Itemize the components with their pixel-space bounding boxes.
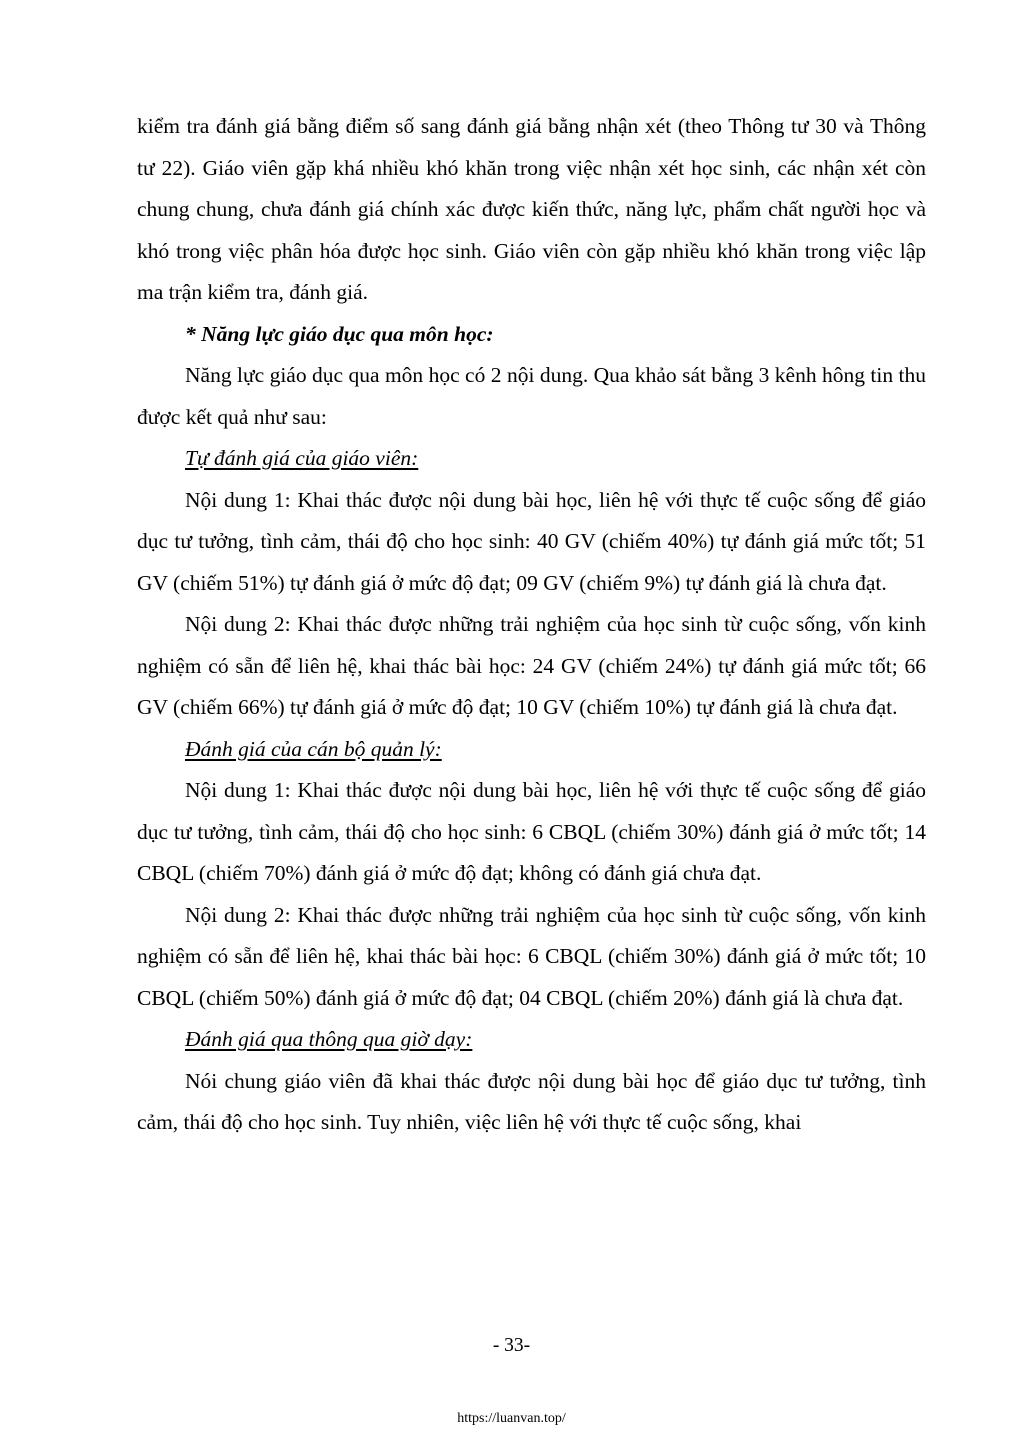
subheading-manager-assessment-text: Đánh giá của cán bộ quản lý: (185, 736, 442, 761)
page-number: - 33- (492, 1335, 531, 1356)
paragraph-manager-content-2: Nội dung 2: Khai thác được những trải nghiệm của học sinh từ cuộc sống, vốn kinh nghiệm có sẵn để liên hệ, khai thác bài học: 6 CBQL (chiếm 30%) đánh giá ở mức tốt; 10 CBQL (chiếm 50%) đánh giá ở mức độ đạt; 04 CBQL (chiếm 20%) đánh giá là chưa đạt. (137, 902, 926, 1010)
paragraph-teacher-content-1: Nội dung 1: Khai thác được nội dung bài học, liên hệ với thực tế cuộc sống để giáo dục tư tưởng, tình cảm, thái độ cho học sinh: 40 GV (chiếm 40%) tự đánh giá mức tốt; 51 GV (chiếm 51%) tự đánh giá ở mức độ đạt; 09 GV (chiếm 9%) tự đánh giá là chưa đạt. (137, 487, 926, 595)
document-body (137, 106, 926, 1144)
paragraph-lesson-observation: Nói chung giáo viên đã khai thác được nội dung bài học để giáo dục tư tưởng, tình cảm, thái độ cho học sinh. Tuy nhiên, việc liên hệ với thực tế cuộc sống, khai (137, 1068, 926, 1134)
paragraph-survey-intro: Năng lực giáo dục qua môn học có 2 nội dung. Qua khảo sát bằng 3 kênh hông tin thu được kết quả như sau: (137, 363, 926, 429)
subheading-lesson-observation (137, 1019, 926, 1061)
paragraph-teacher-content-2: Nội dung 2: Khai thác được những trải nghiệm của học sinh từ cuộc sống, vốn kinh nghiệm có sẵn để liên hệ, khai thác bài học: 24 GV (chiếm 24%) tự đánh giá mức tốt; 66 GV (chiếm 66%) tự đánh giá ở mức độ đạt; 10 GV (chiếm 10%) tự đánh giá là chưa đạt. (137, 612, 926, 719)
paragraph-assessment-intro: kiểm tra đánh giá bằng điểm số sang đánh giá bằng nhận xét (theo Thông tư 30 và Thông tư 22). Giáo viên gặp khá nhiều khó khăn trong việc nhận xét học sinh, các nhận xét còn chung chung, chưa đánh giá chính xác được kiến thức, năng lực, phẩm chất người học và khó trong việc phân hóa được học sinh. Giáo viên còn gặp nhiều khó khăn trong việc lập ma trận kiểm tra, đánh giá. (137, 114, 926, 304)
subheading-teacher-self-assessment (137, 438, 926, 480)
section-heading-educational-competence: * Năng lực giáo dục qua môn học: (185, 321, 494, 346)
subheading-manager-assessment (137, 729, 926, 771)
subheading-lesson-observation-text: Đánh giá qua thông qua giờ dạy: (185, 1027, 473, 1051)
subheading-teacher-self-assessment-text: Tự đánh giá của giáo viên: (185, 446, 419, 470)
paragraph-manager-content-1: Nội dung 1: Khai thác được nội dung bài học, liên hệ với thực tế cuộc sống để giáo dục tư tưởng, tình cảm, thái độ cho học sinh: 6 CBQL (chiếm 30%) đánh giá ở mức tốt; 14 CBQL (chiếm 70%) đánh giá ở mức độ đạt; không có đánh giá chưa đạt. (137, 778, 926, 885)
footer-url: https://luanvan.top/ (457, 1411, 566, 1426)
